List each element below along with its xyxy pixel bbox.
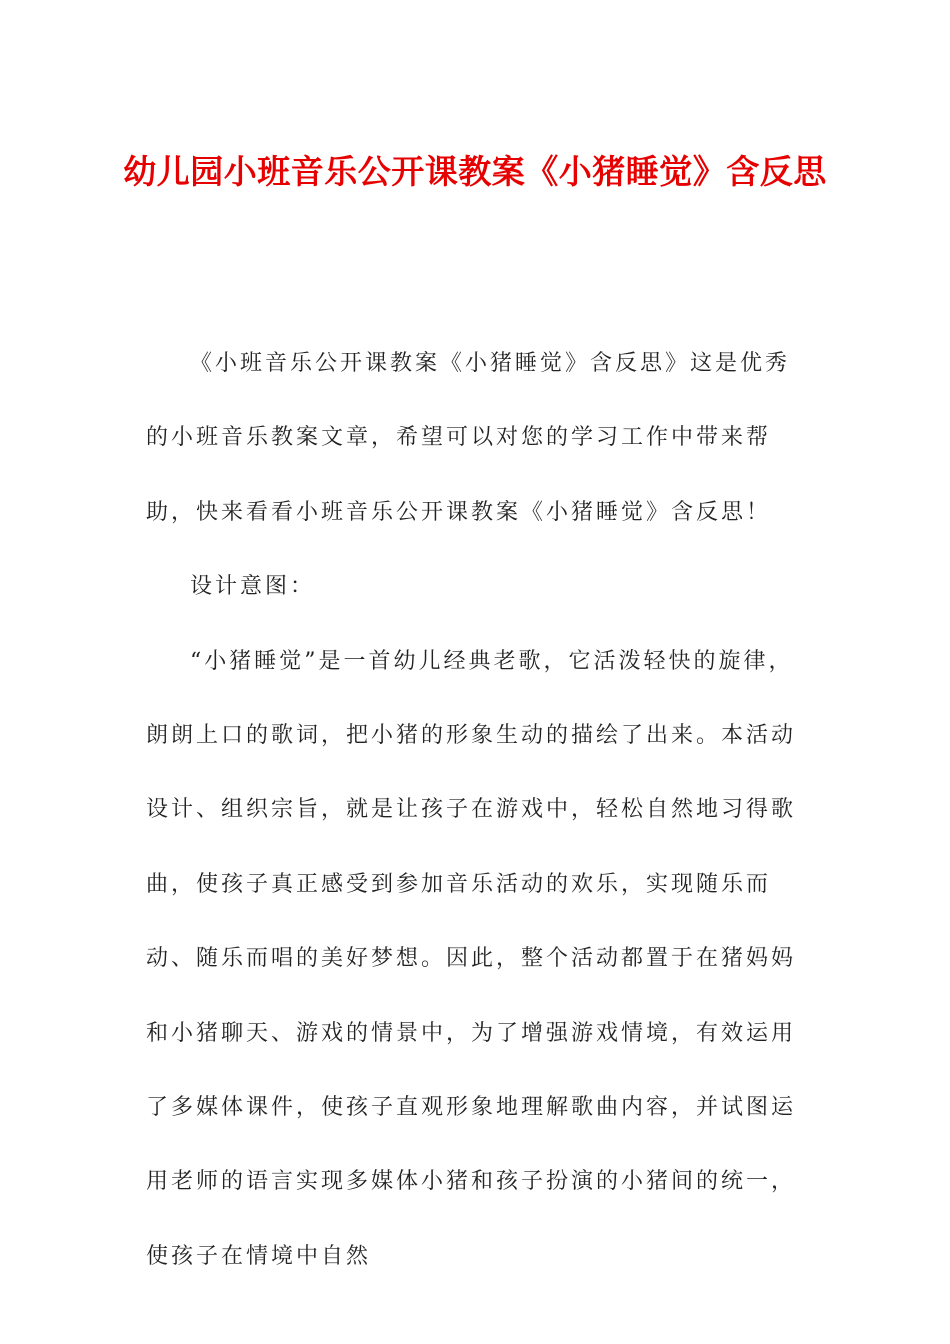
design-intent-paragraph: “小猪睡觉”是一首幼儿经典老歌，它活泼轻快的旋律，朗朗上口的歌词，把小猪的形象生动的描绘了出来。本活动设计、组织宗旨，就是让孩子在游戏中，轻松自然地习得歌曲，使孩子真正感受到参加音乐活动的欢乐，实现随乐而动、随乐而唱的美好梦想。因此，整个活动都置于在猪妈妈和小猪聊天、游戏的情景中，为了增强游戏情境，有效运用了多媒体课件，使孩子直观形象地理解歌曲内容，并试图运用老师的语言实现多媒体小猪和孩子扮演的小猪间的统一，使孩子在情境中自然	[146, 648, 797, 1269]
intro-paragraph: 《小班音乐公开课教案《小猪睡觉》含反思》这是优秀的小班音乐教案文章，希望可以对您的学习工作中带来帮助，快来看看小班音乐公开课教案《小猪睡觉》含反思！	[146, 351, 791, 525]
section-heading-design-intent: 设计意图：	[190, 574, 316, 600]
document-title: 幼儿园小班音乐公开课教案《小猪睡觉》含反思	[123, 152, 827, 191]
document-body	[146, 327, 796, 1294]
